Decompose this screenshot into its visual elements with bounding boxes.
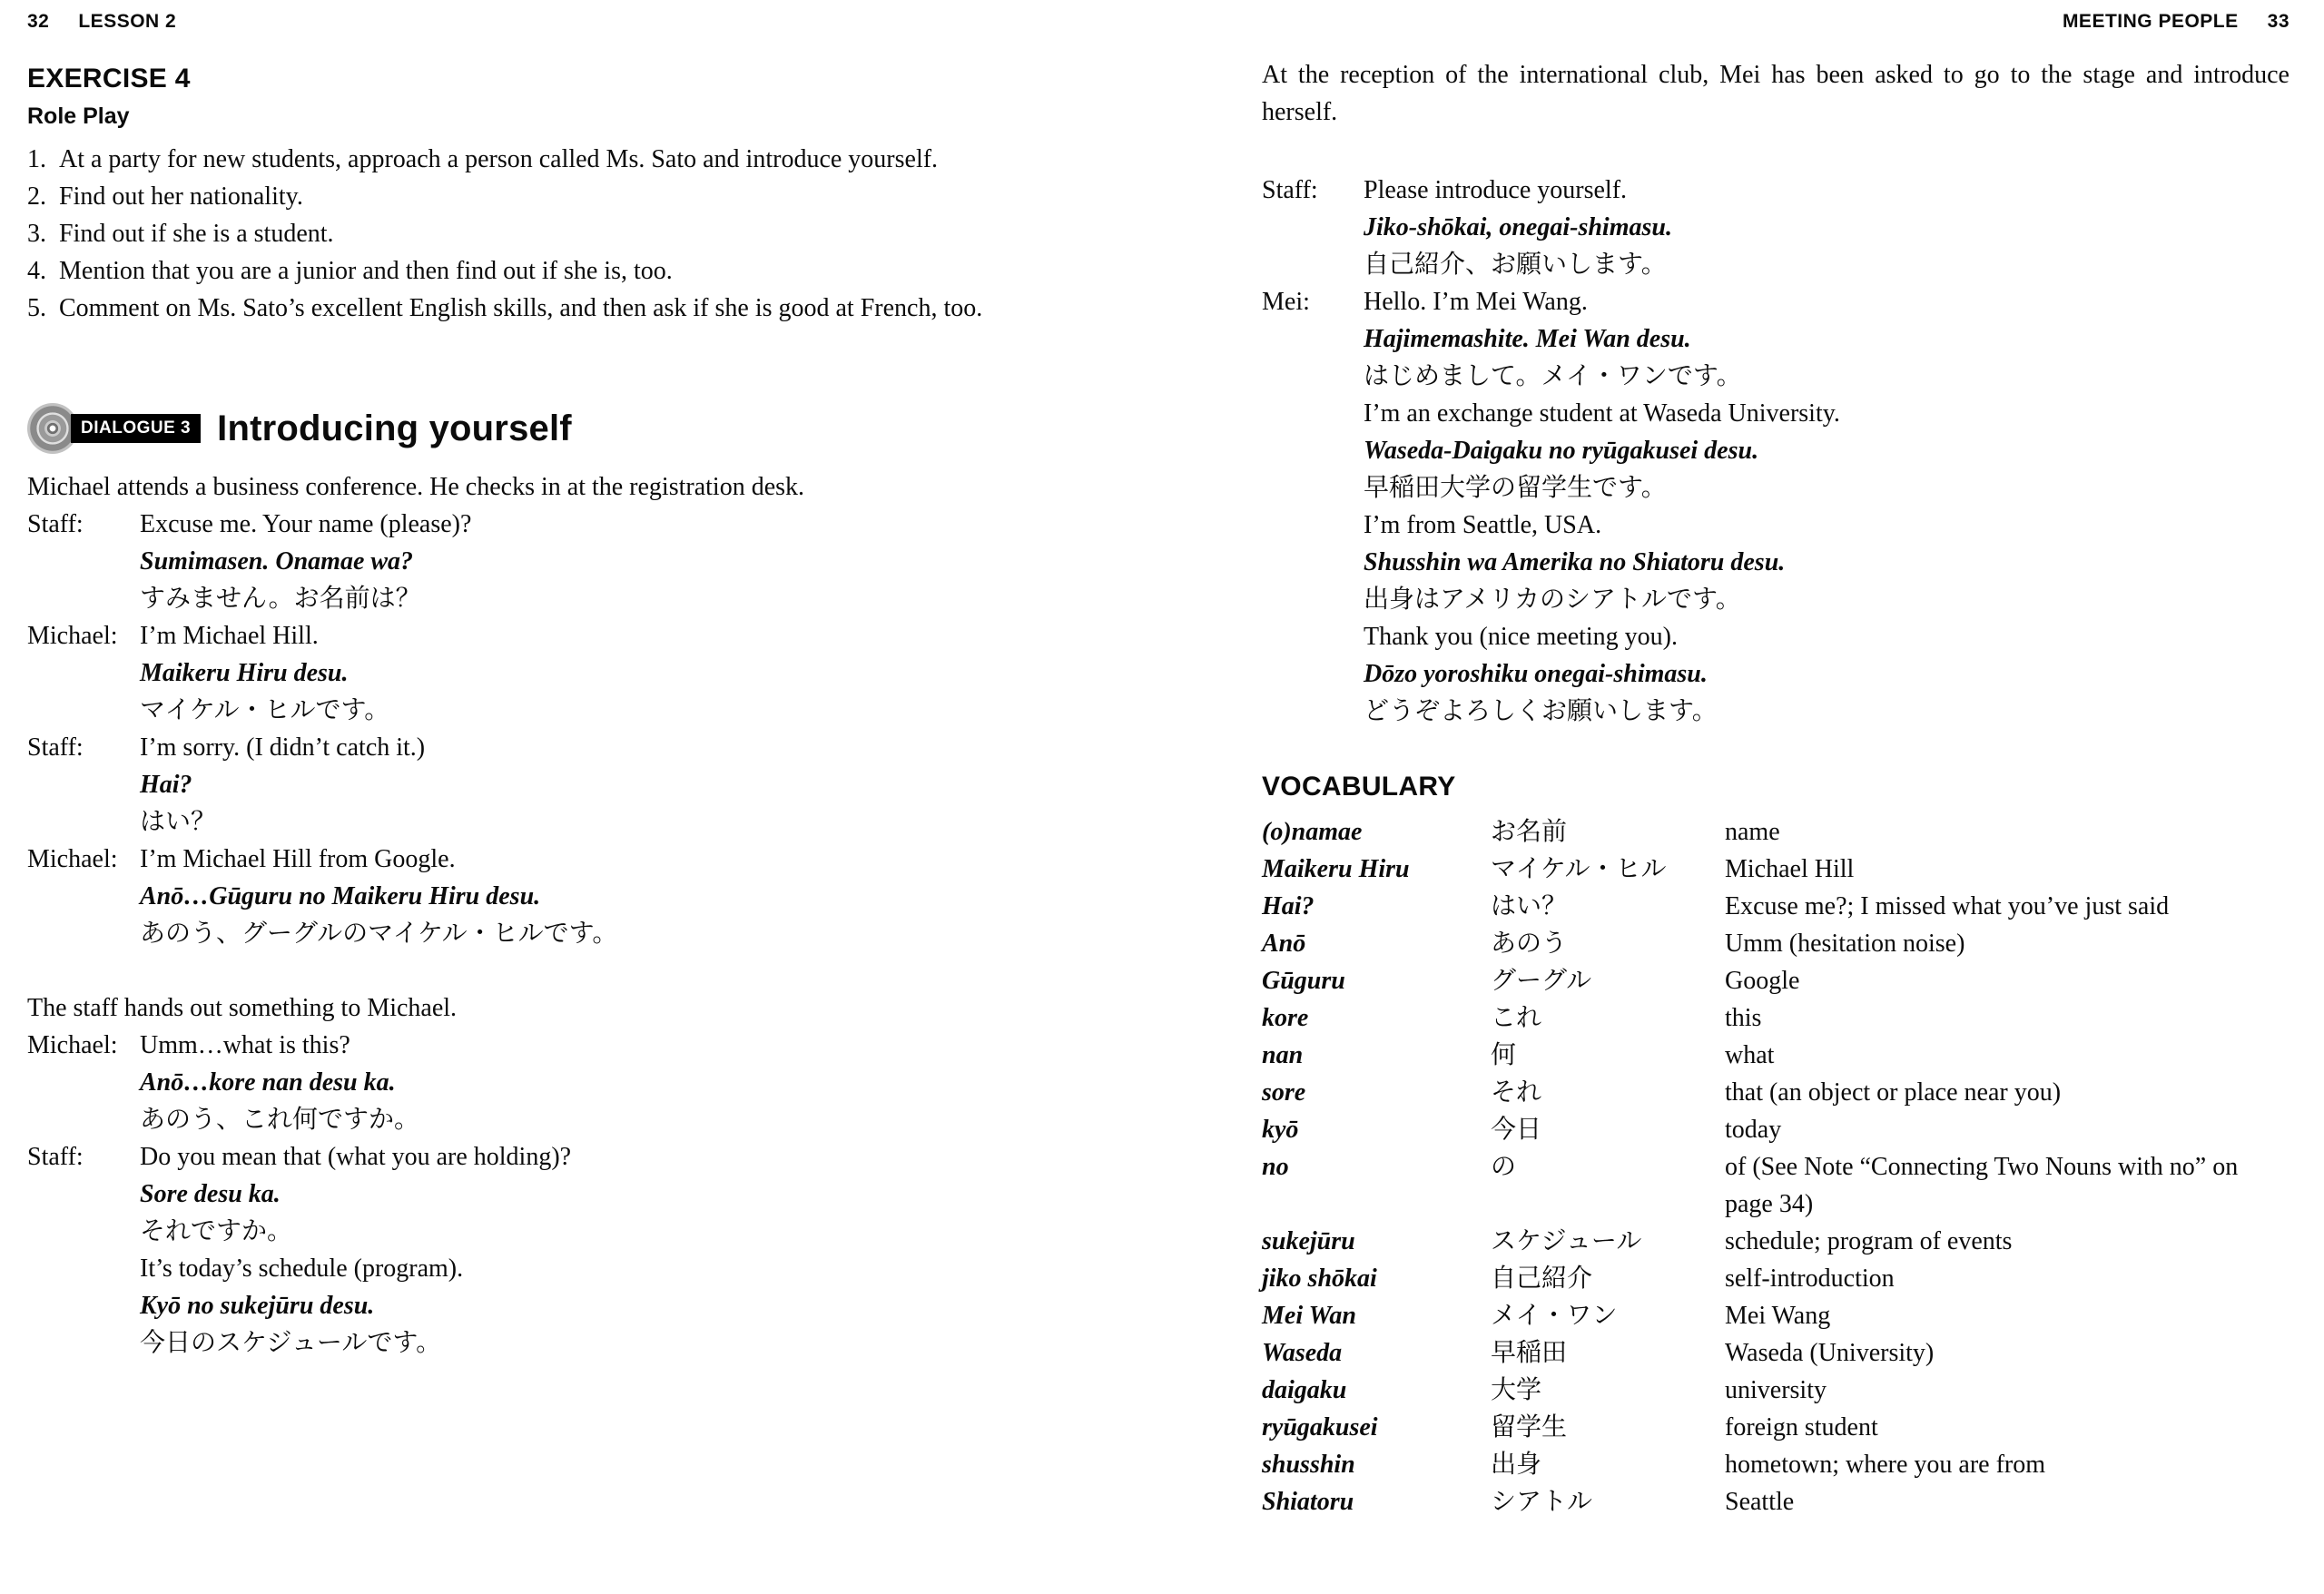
vocab-romaji: Gūguru [1262, 967, 1345, 995]
vocab-japanese: メイ・ワン [1491, 1302, 1618, 1330]
dialogue-line-ro: Maikeru Hiru desu. [140, 659, 349, 687]
item-number: 4. [27, 257, 46, 285]
dialogue-line-en: I’m from Seattle, USA. [1364, 511, 1602, 539]
vocabulary-entry [1262, 1037, 2290, 1074]
vocab-english: Excuse me?; I missed what you’ve just said [1725, 892, 2170, 920]
dialogue-line-en: I’m Michael Hill from Google. [140, 845, 456, 873]
vocabulary-entry [1262, 1111, 2290, 1148]
item-text: At a party for new students, approach a person called Ms. Sato and introduce yourself. [59, 145, 939, 173]
vocab-english: schedule; program of events [1725, 1227, 2013, 1255]
dialogue-title: Introducing yourself [217, 408, 572, 448]
dialogue-lines [140, 1138, 1100, 1362]
vocab-romaji: daigaku [1262, 1376, 1347, 1404]
vocab-japanese: これ [1491, 1004, 1542, 1032]
vocab-romaji: ryūgakusei [1262, 1413, 1378, 1441]
vocab-english: name [1725, 818, 1780, 846]
item-text: Comment on Ms. Sato’s excellent English skills, and then ask if she is good at French, too. [59, 294, 983, 322]
dialogue-line-ro: Sore desu ka. [140, 1180, 281, 1208]
role-play-item [27, 215, 1100, 252]
vocabulary-entry [1262, 999, 2290, 1037]
vocabulary-entry [1262, 1148, 2290, 1223]
vocab-japanese: 自己紹介 [1491, 1264, 1593, 1293]
dialogue-line-ro: Dōzo yoroshiku onegai-shimasu. [1364, 660, 1708, 688]
vocab-english: Seattle [1725, 1488, 1795, 1516]
vocab-romaji: Maikeru Hiru [1262, 855, 1410, 883]
dialogue-line-en: Do you mean that (what you are holding)? [140, 1143, 572, 1171]
vocab-english: Google [1725, 967, 1800, 995]
vocabulary-entry [1262, 851, 2290, 888]
vocab-romaji: Waseda [1262, 1339, 1343, 1367]
dialogue-lines [140, 729, 1100, 841]
role-play-item [27, 290, 1100, 327]
dialogue-line-en: I’m an exchange student at Waseda University. [1364, 399, 1840, 428]
vocab-japanese: 出身 [1491, 1451, 1542, 1479]
vocab-english: Umm (hesitation noise) [1725, 930, 1965, 958]
dialogue-lines [1364, 172, 2290, 283]
dialogue-line-en: Excuse me. Your name (please)? [140, 510, 472, 538]
speaker-label: Staff: [27, 1143, 84, 1171]
vocab-romaji: sore [1262, 1078, 1306, 1107]
vocab-japanese: はい？ [1491, 892, 1568, 920]
dialogue-turn [27, 1138, 1100, 1362]
vocabulary-entry [1262, 888, 2290, 925]
speaker-label: Staff: [27, 733, 84, 762]
vocab-romaji: (o)namae [1262, 818, 1363, 846]
vocab-japanese: グーグル [1491, 967, 1592, 995]
vocabulary-entry [1262, 962, 2290, 999]
role-play-item [27, 178, 1100, 215]
vocab-japanese: スケジュール [1491, 1227, 1642, 1255]
dialogue-line-en: Umm…what is this? [140, 1031, 350, 1059]
dialogue-line-jp: はじめまして。メイ・ワンです。 [1364, 362, 1742, 390]
item-text: Find out her nationality. [59, 182, 303, 211]
vocab-english: hometown; where you are from [1725, 1451, 2045, 1479]
dialogue-lines [140, 617, 1100, 729]
vocab-romaji: Mei Wan [1262, 1302, 1356, 1330]
vocab-romaji: Shiatoru [1262, 1488, 1354, 1516]
dialogue-line-ro: Kyō no sukejūru desu. [140, 1292, 375, 1320]
role-play-list [27, 141, 1100, 327]
item-text: Mention that you are a junior and then find out if she is, too. [59, 257, 673, 285]
dialogue-line-en: Hello. I’m Mei Wang. [1364, 288, 1588, 316]
vocab-japanese: 今日 [1491, 1116, 1542, 1144]
running-head-right [1262, 11, 2290, 33]
vocabulary-entry [1262, 1446, 2290, 1483]
vocab-romaji: no [1262, 1153, 1289, 1181]
vocab-japanese: シアトル [1491, 1488, 1593, 1516]
item-number: 2. [27, 182, 46, 211]
vocab-japanese: それ [1491, 1078, 1542, 1107]
vocab-english: that (an object or place near you) [1725, 1078, 2062, 1107]
speaker-label: Michael: [27, 845, 118, 873]
exercise-subheading: Role Play [27, 103, 130, 129]
dialogue-line-jp: どうぞよろしくお願いします。 [1364, 697, 1718, 725]
dialogue-line-en: Please introduce yourself. [1364, 176, 1628, 204]
vocabulary-heading: VOCABULARY [1262, 772, 1456, 802]
dialogue-line-ro: Hajimemashite. Mei Wan desu. [1364, 325, 1691, 353]
dialogue-line-jp: それですか。 [140, 1217, 293, 1245]
dialogue-line-jp: 自己紹介、お願いします。 [1364, 251, 1667, 279]
dialogue-line-en: It’s today’s schedule (program). [140, 1255, 464, 1283]
vocab-english: university [1725, 1376, 1827, 1404]
vocab-romaji: Anō [1262, 930, 1306, 958]
dialogue-turn [1262, 283, 2290, 730]
vocab-japanese: 何 [1491, 1041, 1517, 1069]
dialogue-turn [27, 841, 1100, 952]
item-number: 5. [27, 294, 46, 322]
vocab-romaji: kyō [1262, 1116, 1299, 1144]
dialogue-line-jp: すみません。お名前は？ [140, 585, 421, 613]
speaker-label: Staff: [27, 510, 84, 538]
dialogue-line-jp: 早稲田大学の留学生です。 [1364, 474, 1667, 502]
dialogue-line-jp: あのう、これ何ですか。 [140, 1106, 420, 1134]
running-head-left [27, 11, 1100, 33]
dialogue-turn [27, 1027, 1100, 1138]
dialogue-turn [27, 729, 1100, 841]
item-text: Find out if she is a student. [59, 220, 334, 248]
dialogue-line-en: Thank you (nice meeting you). [1364, 623, 1679, 651]
speaker-label: Mei: [1262, 288, 1310, 316]
vocabulary-entry [1262, 813, 2290, 851]
dialogue-lines [140, 1027, 1100, 1138]
vocab-english: this [1725, 1004, 1762, 1032]
vocabulary-entry [1262, 1483, 2290, 1520]
vocab-romaji: shusshin [1262, 1451, 1355, 1479]
vocabulary-list [1262, 813, 2290, 1520]
dialogue-line-jp: あのう、グーグルのマイケル・ヒルです。 [140, 920, 618, 948]
dialogue-line-ro: Anō…Gūguru no Maikeru Hiru desu. [140, 882, 541, 910]
dialogue-line-en: I’m Michael Hill. [140, 622, 319, 650]
speaker-label: Michael: [27, 1031, 118, 1059]
vocab-japanese: あのう [1491, 930, 1568, 958]
vocab-english: foreign student [1725, 1413, 1878, 1441]
vocab-japanese: 留学生 [1491, 1413, 1568, 1441]
dialogue-lines [140, 506, 1100, 617]
vocab-japanese: お名前 [1491, 818, 1568, 846]
vocab-english: Michael Hill [1725, 855, 1855, 883]
vocabulary-entry [1262, 1074, 2290, 1111]
item-number: 1. [27, 145, 46, 173]
vocabulary-entry [1262, 925, 2290, 962]
dialogue-line-jp: 出身はアメリカのシアトルです。 [1364, 585, 1741, 614]
dialogue-number-badge: DIALOGUE 3 [71, 414, 201, 443]
dialogue-line-jp: 今日のスケジュールです。 [140, 1329, 442, 1357]
vocabulary-entry [1262, 1297, 2290, 1334]
dialogue-turn [1262, 172, 2290, 283]
dialogue-line-ro: Sumimasen. Onamae wa? [140, 547, 414, 576]
vocab-english: of (See Note “Connecting Two Nouns with no” on page 34) [1725, 1153, 2239, 1218]
vocabulary-entry [1262, 1372, 2290, 1409]
vocabulary-entry [1262, 1260, 2290, 1297]
page-right [1162, 0, 2324, 1594]
lesson-label: LESSON 2 [78, 11, 177, 32]
vocab-japanese: マイケル・ヒル [1491, 855, 1667, 883]
dialogue-line-ro: Anō…kore nan desu ka. [140, 1068, 396, 1097]
dialogue-exchange-2 [27, 1027, 1100, 1362]
vocab-japanese: の [1491, 1153, 1517, 1181]
dialogue-setting: Michael attends a business conference. He checks in at the registration desk. [27, 473, 805, 501]
vocab-romaji: nan [1262, 1041, 1304, 1069]
vocab-english: Mei Wang [1725, 1302, 1831, 1330]
vocab-english: what [1725, 1041, 1775, 1069]
vocab-japanese: 早稲田 [1491, 1339, 1568, 1367]
dialogue-line-jp: はい？ [140, 808, 217, 836]
vocab-japanese: 大学 [1491, 1376, 1542, 1404]
vocabulary-entry [1262, 1223, 2290, 1260]
dialogue-line-ro: Waseda-Daigaku no ryūgakusei desu. [1364, 437, 1759, 465]
dialogue-line-ro: Shusshin wa Amerika no Shiatoru desu. [1364, 548, 1786, 576]
role-play-item [27, 252, 1100, 290]
dialogue-turn [27, 617, 1100, 729]
vocab-romaji: jiko shōkai [1262, 1264, 1377, 1293]
page-number-right: 33 [2267, 11, 2290, 32]
dialogue-exchange-right [1262, 172, 2290, 730]
stage-direction: The staff hands out something to Michael. [27, 994, 458, 1022]
vocab-romaji: Hai? [1262, 892, 1315, 920]
item-number: 3. [27, 220, 46, 248]
chapter-label: MEETING PEOPLE [2062, 11, 2239, 32]
speaker-label: Staff: [1262, 176, 1318, 204]
role-play-item [27, 141, 1100, 178]
dialogue-header [27, 403, 1100, 454]
vocab-romaji: sukejūru [1262, 1227, 1355, 1255]
vocab-romaji: kore [1262, 1004, 1309, 1032]
vocabulary-entry [1262, 1409, 2290, 1446]
dialogue-lines [1364, 283, 2290, 730]
vocab-english: today [1725, 1116, 1782, 1144]
dialogue-exchange-1 [27, 506, 1100, 952]
exercise-heading: EXERCISE 4 [27, 64, 191, 93]
dialogue-line-jp: マイケル・ヒルです。 [140, 696, 390, 724]
vocab-english: Waseda (University) [1725, 1339, 1935, 1367]
dialogue-lines [140, 841, 1100, 952]
speaker-label: Michael: [27, 622, 118, 650]
dialogue-setting-right: At the reception of the international club, Mei has been asked to go to the stage and introduce herself. [1262, 61, 2290, 126]
vocab-english: self-introduction [1725, 1264, 1895, 1293]
dialogue-line-ro: Hai? [140, 771, 192, 799]
dialogue-line-en: I’m sorry. (I didn’t catch it.) [140, 733, 426, 762]
page-number-left: 32 [27, 11, 50, 32]
vocabulary-entry [1262, 1334, 2290, 1372]
dialogue-turn [27, 506, 1100, 617]
dialogue-line-ro: Jiko-shōkai, onegai-shimasu. [1364, 213, 1672, 241]
